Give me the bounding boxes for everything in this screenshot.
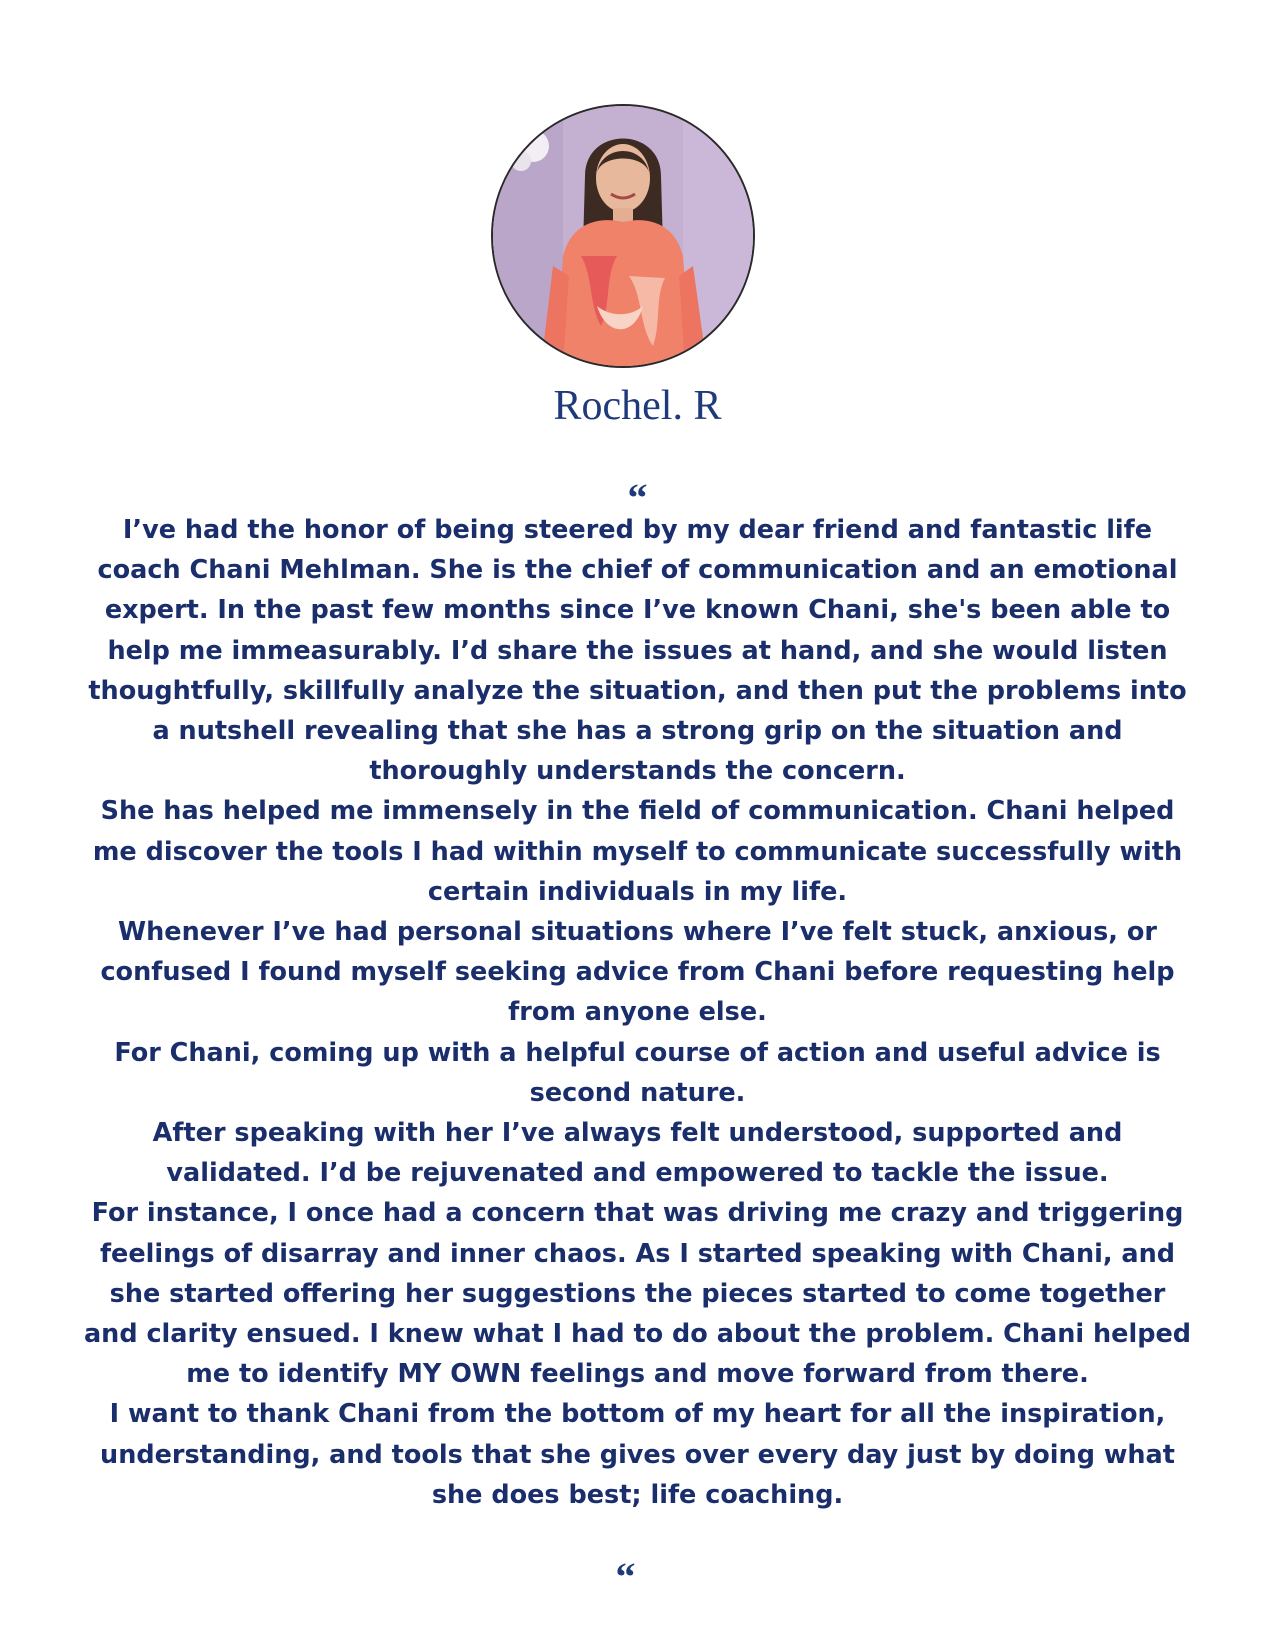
- close-quote-icon: “: [615, 1554, 636, 1599]
- portrait-photo: [491, 104, 755, 368]
- testimonial-paragraph: She has helped me immensely in the field of communication. Chani helped me discover the tools I had within myself to communicate successfully with certain individuals in my life.: [92, 796, 1183, 907]
- open-quote-icon: “: [627, 475, 648, 520]
- portrait-photo-icon: [493, 106, 753, 366]
- person-name: Rochel. R: [553, 383, 722, 429]
- testimonial-paragraph: I want to thank Chani from the bottom of my heart for all the inspiration, understanding, and tools that she gives over every day just by doing what she does best; life coaching.: [100, 1399, 1175, 1510]
- testimonial-text: [80, 510, 1195, 1515]
- testimonial-paragraph: After speaking with her I’ve always felt understood, supported and validated. I’d be rejuvenated and empowered to tackle the issue.: [152, 1118, 1123, 1189]
- testimonial-paragraph: For Chani, coming up with a helpful course of action and useful advice is second nature.: [114, 1037, 1161, 1108]
- testimonial-paragraph: I’ve had the honor of being steered by my dear friend and fantastic life coach Chani Mehlman. She is the chief of communication and an emotional expert. In the past few months since I’ve known Chani, she's been able to help me immeasurably. I’d share the issues at hand, and she would listen thoughtfully, skillfully analyze the situation, and then put the problems into a nutshell revealing that she has a strong grip on the situation and thoroughly understands the concern.: [88, 515, 1187, 787]
- testimonial-paragraph: Whenever I’ve had personal situations where I’ve felt stuck, anxious, or confused I found myself seeking advice from Chani before requesting help from anyone else.: [100, 917, 1175, 1028]
- testimonial-paragraph: For instance, I once had a concern that was driving me crazy and triggering feelings of disarray and inner chaos. As I started speaking with Chani, and she started offering her suggestions the pieces started to come together and clarity ensued. I knew what I had to do about the problem. Chani helped me to identify MY OWN feelings and move forward from there.: [83, 1198, 1192, 1390]
